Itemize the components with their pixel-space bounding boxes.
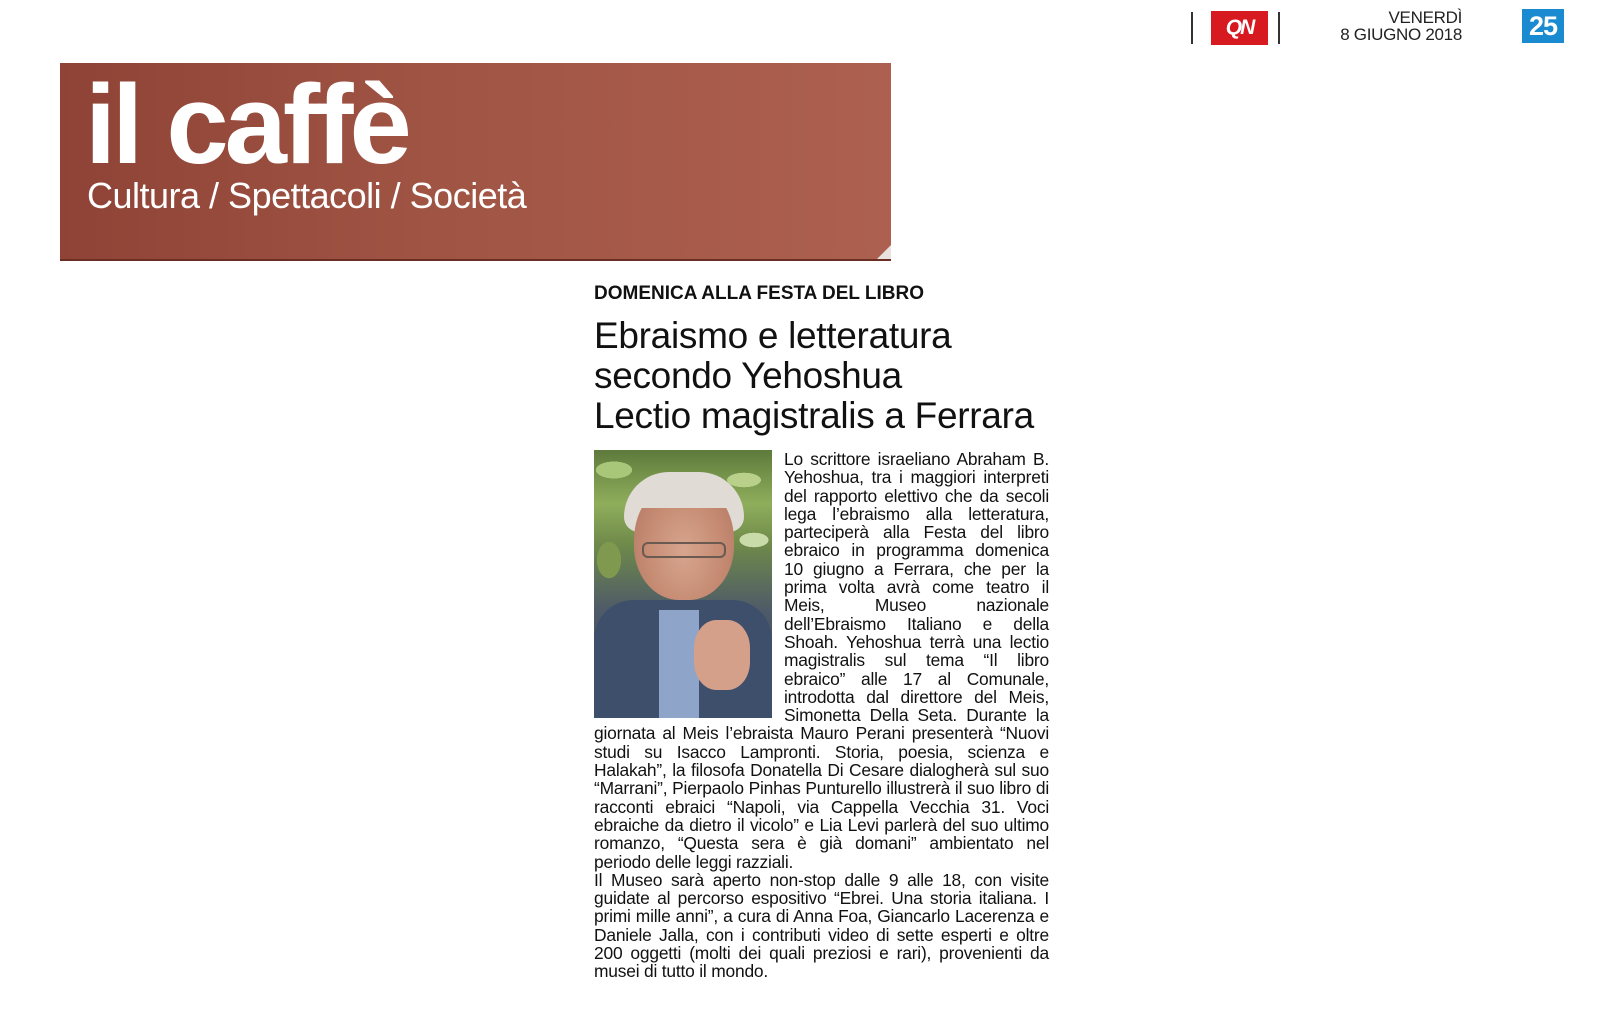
- divider: [1191, 12, 1193, 44]
- article-headline: [594, 316, 1049, 436]
- paragraph: Lo scrittore israeliano Abraham B. Yehoshua, tra i maggiori interpreti del rapporto elettivo che da secoli lega l’ebraismo alla letteratura, parteciperà alla Festa del libro ebraico in programma domenica 10 giugno a Ferrara, che per la prima volta avrà come teatro il Meis, Museo nazionale dell’Ebraismo Italiano e della Shoah. Yehoshua terrà una lectio magistralis sul tema “Il libro ebraico” alle 17 al Comunale, introdotta dal direttore del Meis, Simonetta Della Seta. Durante la giornata al Meis l’ebraista Mauro Perani presenterà “Nuovi studi su Isacco Lampronti. Storia, poesia, scienza e Halakah”, la filosofa Donatella Di Cesare dialogherà sul suo “Marrani”, Pierpaolo Pinhas Punturello illustrerà il suo libro di racconti ebraici “Napoli, via Cappella Vecchia 31. Voci ebraiche da dietro il vicolo” e Lia Levi parlerà del suo ultimo romanzo, “Questa sera è già domani” ambientato nel periodo delle leggi razziali.: [594, 449, 1049, 872]
- photo-hairline: [634, 474, 734, 508]
- qn-logo: QN: [1211, 11, 1268, 45]
- divider: [1278, 12, 1280, 44]
- weekday: VENERDÌ: [1388, 8, 1462, 27]
- article-kicker: DOMENICA ALLA FESTA DEL LIBRO: [594, 283, 925, 304]
- issue-date: [1340, 9, 1462, 43]
- section-subtitle: Cultura / Spettacoli / Società: [87, 175, 527, 216]
- photo-hands: [694, 620, 750, 690]
- author-photo: [594, 450, 772, 718]
- date: 8 GIUGNO 2018: [1340, 25, 1462, 44]
- section-banner: [60, 63, 891, 259]
- photo-glasses: [642, 542, 726, 558]
- headline-line: secondo Yehoshua: [594, 355, 902, 396]
- article-body: [594, 450, 1049, 981]
- headline-line: Ebraismo e letteratura: [594, 315, 952, 356]
- paragraph: Il Museo sarà aperto non-stop dalle 9 alle 18, con visite guidate al percorso espositivo “Ebrei. Una storia italiana. I primi mille anni”, a cura di Anna Foa, Giancarlo Lacerenza e Daniele Jalla, con i contributi video di sette esperti e oltre 200 oggetti (molti dei quali preziosi e rari), provenienti da musei di tutto il mondo.: [594, 869, 1049, 982]
- photo-shirt: [659, 610, 699, 718]
- section-title: il caffè: [85, 62, 408, 187]
- page-number-badge: 25: [1522, 9, 1564, 43]
- page-curl-corner: [877, 245, 891, 259]
- article: [594, 282, 1049, 981]
- masthead: [0, 0, 1602, 50]
- headline-line: Lectio magistralis a Ferrara: [594, 395, 1034, 436]
